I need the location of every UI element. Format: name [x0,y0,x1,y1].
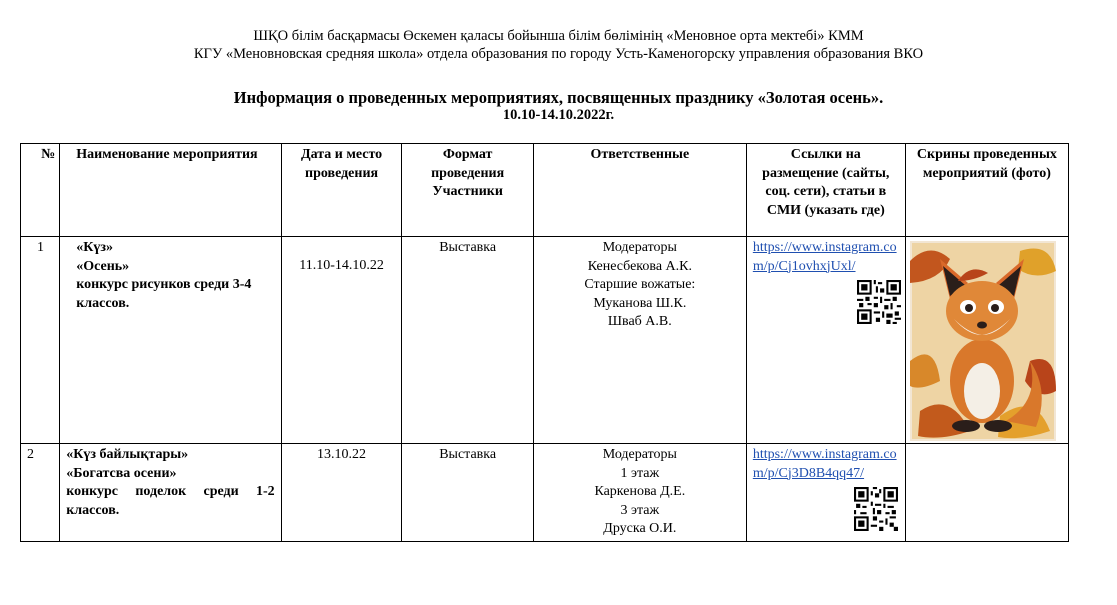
responsible-line: 3 этаж [620,502,660,518]
event-format: Выставка [402,444,533,542]
event-screens [905,237,1068,444]
events-table [20,143,1069,542]
event-screens-empty [905,444,1068,542]
event-name-line: конкурс поделок среди 1-2 классов. [66,484,275,518]
document-dates: 10.10-14.10.2022г. [502,107,615,123]
event-format: Выставка [402,237,533,444]
fox-drawing-photo [910,241,1056,441]
event-date: 13.10.22 [281,444,402,542]
responsible-line: Муканова Ш.К. [593,295,687,311]
row-number: 1 [21,237,60,444]
column-header-links: Ссылки на размещение (сайты, соц. сети), статьи в СМИ (указать где) [746,144,905,237]
instagram-link[interactable]: https://www.instagram.com/p/Cj1ovhxjUxl/ [752,240,897,274]
table-row [21,237,1069,444]
row-number: 2 [21,444,60,542]
responsible-line: Шваб А.В. [607,314,672,329]
column-header-responsible: Ответственные [533,144,746,237]
responsible-line: 1 этаж [620,465,660,481]
event-date: 11.10-14.10.22 [281,237,402,444]
responsible-line: Модераторы [602,447,677,462]
column-header-number: № [21,144,60,237]
event-responsible [533,444,746,542]
event-name-line: «Күз байлықтары» [66,447,189,462]
column-header-name: Наименование мероприятия [60,144,281,237]
event-name [60,237,281,444]
document-title: Информация о проведенных мероприятиях, посвященных празднику «Золотая осень». [233,88,884,107]
event-responsible [533,237,746,444]
column-header-format: Формат проведения Участники [402,144,533,237]
event-links [746,237,905,444]
qr-code-icon [854,487,898,531]
header-line-kazakh: ШҚО білім басқармасы Өскемен қаласы бойынша білім бөлімінің «Меновное орта мектебі» КММ [253,28,864,44]
responsible-line: Кенесбекова А.К. [587,258,692,274]
responsible-line: Модераторы [602,240,677,255]
qr-code-icon [857,280,901,324]
event-name-line: «Богатсва осени» [66,465,177,481]
table-row [21,444,1069,542]
column-header-screens: Скрины проведенных мероприятий (фото) [905,144,1068,237]
column-header-date: Дата и место проведения [281,144,402,237]
instagram-link[interactable]: https://www.instagram.com/p/Cj3D8B4qq47/ [752,447,897,481]
event-links [746,444,905,542]
responsible-line: Каркенова Д.Е. [594,484,686,499]
event-name-line: «Күз» [76,240,113,255]
responsible-line: Старшие вожатые: [584,277,696,292]
event-name [60,444,281,542]
table-header-row [21,144,1069,237]
event-name-line: «Осень» [76,258,130,274]
responsible-line: Друска О.И. [603,521,677,536]
event-name-line: конкурс рисунков среди 3-4 классов. [76,277,252,311]
header-line-russian: КГУ «Меновновская средняя школа» отдела образования по городу Усть-Каменогорску управления образования ВКО [193,46,924,62]
